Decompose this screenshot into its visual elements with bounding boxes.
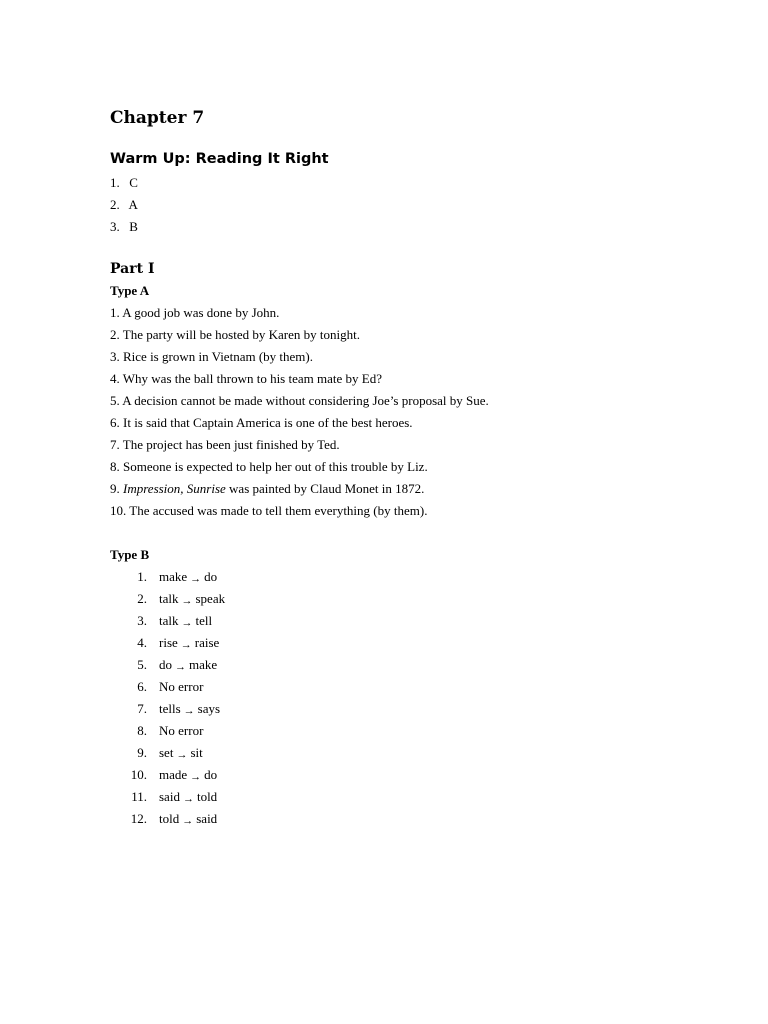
type-a-item bbox=[110, 434, 710, 456]
item-number: 2. bbox=[110, 197, 120, 212]
answer-text: It is said that Captain America is one of the best heroes. bbox=[123, 415, 413, 430]
original-word: rise bbox=[159, 635, 178, 650]
item-number: 5. bbox=[110, 393, 120, 408]
type-b-item bbox=[110, 566, 710, 588]
arrow-right-icon: → bbox=[190, 771, 202, 783]
type-b-item bbox=[110, 676, 710, 698]
item-number: 6. bbox=[137, 679, 147, 694]
corrected-word: raise bbox=[194, 635, 220, 650]
chapter-title: Chapter 7 bbox=[110, 108, 205, 128]
item-number: 9. bbox=[137, 745, 147, 760]
item-number: 8. bbox=[137, 723, 147, 738]
correction bbox=[159, 654, 217, 677]
answer-text: The accused was made to tell them everything (by them). bbox=[129, 503, 428, 518]
original-word: do bbox=[159, 657, 172, 672]
warmup-answer-item bbox=[110, 172, 710, 194]
item-number: 1. bbox=[110, 305, 120, 320]
item-number: 9. bbox=[110, 481, 120, 496]
correction bbox=[159, 808, 217, 831]
original-word: talk bbox=[159, 613, 179, 628]
corrected-word: said bbox=[196, 811, 218, 826]
type-a-item bbox=[110, 390, 710, 412]
item-number: 4. bbox=[110, 371, 120, 386]
correction bbox=[159, 720, 203, 742]
correction bbox=[159, 588, 225, 611]
corrected-word: do bbox=[204, 569, 218, 584]
answer-text: Rice is grown in Vietnam (by them). bbox=[123, 349, 313, 364]
item-number: 1. bbox=[110, 175, 120, 190]
item-number: 2. bbox=[137, 591, 147, 606]
warmup-title: Warm Up: Reading It Right bbox=[110, 151, 329, 167]
arrow-right-icon: → bbox=[182, 793, 194, 805]
item-number: 8. bbox=[110, 459, 120, 474]
answer-text: The project has been just finished by Ted. bbox=[122, 437, 340, 452]
correction-note: No error bbox=[159, 723, 204, 738]
answer-letter: C bbox=[129, 175, 138, 190]
correction bbox=[159, 764, 217, 787]
item-number: 5. bbox=[137, 657, 147, 672]
item-number: 7. bbox=[137, 701, 147, 716]
original-word: tells bbox=[159, 701, 181, 716]
type-b-item bbox=[110, 786, 710, 808]
type-b-item bbox=[110, 610, 710, 632]
artwork-title: Impression, Sunrise bbox=[123, 481, 226, 496]
warmup-answer-item bbox=[110, 216, 710, 238]
original-word: said bbox=[159, 789, 180, 804]
corrected-word: make bbox=[189, 657, 218, 672]
original-word: made bbox=[159, 767, 188, 782]
type-b-item bbox=[110, 654, 710, 676]
answer-text: A decision cannot be made without considering Joe’s proposal by Sue. bbox=[122, 393, 489, 408]
type-a-item bbox=[110, 368, 710, 390]
correction bbox=[159, 676, 203, 698]
correction bbox=[159, 786, 217, 809]
arrow-right-icon: → bbox=[176, 749, 188, 761]
arrow-right-icon: → bbox=[180, 639, 192, 651]
corrected-word: do bbox=[204, 767, 218, 782]
document-page bbox=[110, 104, 710, 830]
correction bbox=[159, 632, 219, 655]
item-number: 1. bbox=[137, 569, 147, 584]
arrow-right-icon: → bbox=[175, 661, 186, 673]
type-b-answer-list bbox=[110, 566, 710, 830]
answer-letter: A bbox=[128, 197, 138, 212]
original-word: told bbox=[159, 811, 180, 826]
item-number: 3. bbox=[110, 219, 120, 234]
type-b-item bbox=[110, 632, 710, 654]
type-b-item bbox=[110, 764, 710, 786]
corrected-word: says bbox=[197, 701, 221, 716]
type-a-item bbox=[110, 478, 710, 500]
item-number: 2. bbox=[110, 327, 120, 342]
answer-text: The party will be hosted by Karen by tonight. bbox=[122, 327, 360, 342]
arrow-right-icon: → bbox=[183, 705, 195, 717]
answer-letter: B bbox=[129, 219, 138, 234]
type-b-item bbox=[110, 720, 710, 742]
type-a-item bbox=[110, 412, 710, 434]
corrected-word: told bbox=[196, 789, 218, 804]
corrected-word: speak bbox=[195, 591, 226, 606]
original-word: talk bbox=[159, 591, 179, 606]
type-a-item bbox=[110, 346, 710, 368]
arrow-right-icon: → bbox=[181, 617, 193, 629]
arrow-right-icon: → bbox=[181, 595, 193, 607]
type-a-item bbox=[110, 456, 710, 478]
item-number: 10. bbox=[110, 503, 127, 518]
corrected-word: tell bbox=[195, 613, 213, 628]
type-b-item bbox=[110, 808, 710, 830]
warmup-answer-list bbox=[110, 172, 710, 238]
type-a-answer-list bbox=[110, 302, 710, 522]
answer-text: Someone is expected to help her out of this trouble by Liz. bbox=[123, 459, 428, 474]
type-b-item bbox=[110, 588, 710, 610]
type-b-item bbox=[110, 742, 710, 764]
answer-text: A good job was done by John. bbox=[122, 305, 280, 320]
type-a-item bbox=[110, 302, 710, 324]
answer-text: Why was the ball thrown to his team mate by Ed? bbox=[122, 371, 382, 386]
item-number: 10. bbox=[130, 767, 147, 782]
arrow-right-icon: → bbox=[182, 815, 194, 827]
type-b-item bbox=[110, 698, 710, 720]
type-a-item bbox=[110, 500, 710, 522]
item-number: 11. bbox=[131, 789, 147, 804]
item-number: 12. bbox=[130, 811, 147, 826]
type-a-item bbox=[110, 324, 710, 346]
type-b-title: Type B bbox=[110, 547, 150, 562]
correction bbox=[159, 566, 217, 589]
answer-text: was painted by Claud Monet in 1872. bbox=[225, 481, 425, 496]
original-word: make bbox=[159, 569, 188, 584]
part-title: Part I bbox=[110, 261, 155, 277]
item-number: 7. bbox=[110, 437, 120, 452]
original-word: set bbox=[159, 745, 174, 760]
item-number: 6. bbox=[110, 415, 120, 430]
correction-note: No error bbox=[159, 679, 204, 694]
corrected-word: sit bbox=[190, 745, 203, 760]
warmup-answer-item bbox=[110, 194, 710, 216]
correction bbox=[159, 698, 220, 721]
item-number: 3. bbox=[110, 349, 120, 364]
item-number: 4. bbox=[137, 635, 147, 650]
arrow-right-icon: → bbox=[190, 573, 202, 585]
correction bbox=[159, 742, 203, 765]
type-a-title: Type A bbox=[110, 283, 150, 298]
correction bbox=[159, 610, 212, 633]
item-number: 3. bbox=[137, 613, 147, 628]
